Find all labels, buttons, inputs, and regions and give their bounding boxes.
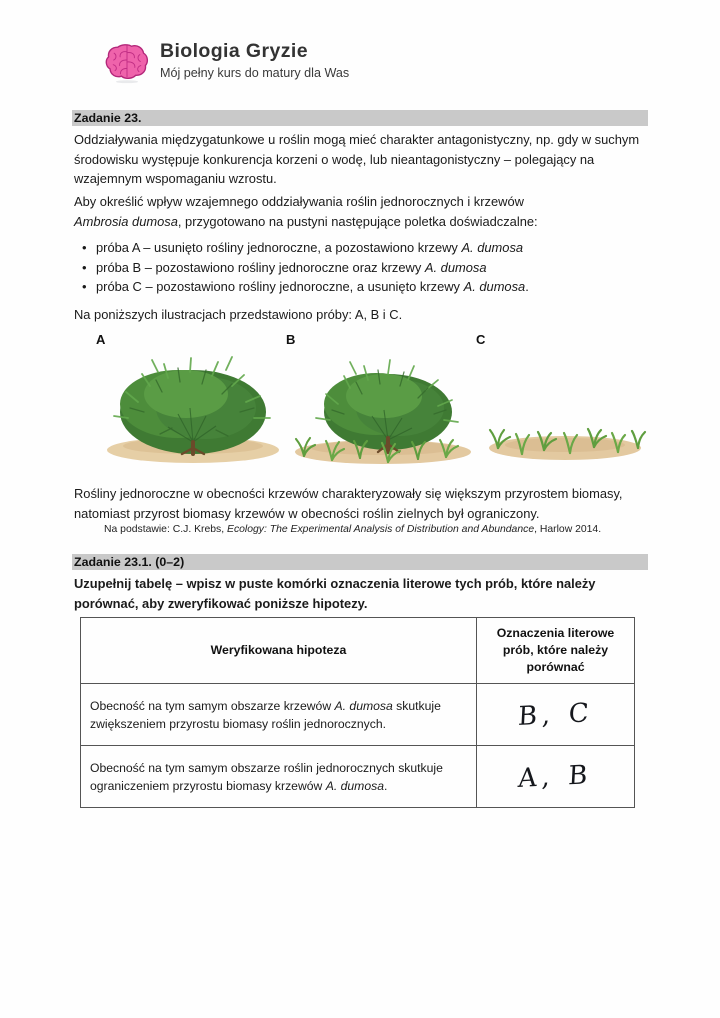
figure-a-illustration [98, 342, 288, 470]
source-prefix: Na podstawie: C.J. Krebs, [104, 524, 228, 535]
shrub-b [316, 360, 458, 452]
table-header-row [81, 618, 635, 684]
bullet-icon: • [82, 240, 87, 255]
bullet-icon: • [82, 259, 87, 275]
setup-line-1: Aby określić wpływ wzajemnego oddziaływania roślin jednorocznych i krzewów [74, 194, 524, 209]
figure-a-label: A [96, 332, 106, 347]
logo-shadow [116, 80, 138, 83]
bullet-icon: • [82, 279, 87, 295]
species-name: A. dumosa [424, 259, 487, 275]
task-intro-paragraph: Oddziaływania międzygatunkowe u roślin mogą mieć charakter antagonistyczny, np. gdy w suchym środowisku występuje konkurencja korzeni o wodę, lub nieantagonistyczny – polegający na wzajemnym wspomaganiu wzrostu. [74, 132, 640, 187]
brand-subtitle: Mój pełny kurs do matury dla Was [160, 66, 350, 81]
col-header-line-3: porównać [526, 660, 585, 674]
list-item-text: próba C – pozostawiono rośliny jednoroczne, a usunięto krzewy A. dumosa. [96, 279, 529, 295]
handwritten-answer-1: B, C [516, 697, 595, 732]
figure-a [96, 332, 286, 472]
column-header-hypothesis: Weryfikowana hipoteza [81, 618, 477, 684]
brand-text-block [160, 38, 349, 82]
figure-b-illustration [288, 342, 478, 470]
conclusion-paragraph: Rośliny jednoroczne w obecności krzewów charakteryzowały się większym przyrostem biomasy, natomiast przyrost biomasy krzewów w obecności roślin zielnych był ograniczony. [74, 486, 623, 521]
source-citation [104, 523, 650, 537]
brand-title: Biologia Gryzie [160, 40, 308, 62]
source-title: Ecology: The Experimental Analysis of Distribution and Abundance [227, 524, 535, 535]
species-name: A. dumosa [334, 698, 393, 713]
hypothesis-cell-1: Obecność na tym samym obszarze krzewów A. dumosa skutkuje zwiększeniem przyrostu biomasy roślin jednorocznych. [81, 684, 477, 746]
shrub-a [114, 357, 270, 454]
figure-c-label: C [476, 332, 486, 347]
illustration-intro: Na poniższych ilustracjach przedstawiono próby: A, B i C. [74, 307, 403, 322]
list-item [74, 277, 650, 297]
species-name: A. dumosa [325, 778, 384, 793]
col-header-line-1: Oznaczenia literowe [496, 626, 615, 640]
column-header-samples [477, 618, 635, 684]
task-header-bar: Zadanie 23. [72, 110, 648, 126]
setup-species: Ambrosia dumosa [74, 213, 178, 229]
task-setup-paragraph [74, 192, 650, 231]
col-header-line-2: prób, które należy [502, 643, 609, 657]
figure-c-illustration [478, 342, 652, 470]
subtask-instruction: Uzupełnij tabelę – wpisz w puste komórki oznaczenia literowe tych prób, które należy porównać, aby zweryfikować poniższe hipotezy. [74, 576, 596, 611]
table-row [81, 746, 635, 808]
hypothesis-cell-2: Obecność na tym samym obszarze roślin jednorocznych skutkuje ograniczeniem przyrostu biomasy krzewów A. dumosa. [81, 746, 477, 808]
figure-c [476, 332, 650, 472]
list-item [74, 238, 650, 258]
brand-header [104, 38, 349, 84]
answer-cell-1[interactable] [477, 684, 635, 746]
handwritten-answer-2: A, B [517, 759, 594, 794]
answer-table [80, 617, 635, 808]
brain-icon [104, 38, 150, 84]
species-name: A. dumosa [461, 240, 524, 255]
sample-list [74, 238, 650, 297]
figure-group [74, 332, 650, 472]
list-item [74, 258, 650, 278]
list-item-text: próba A – usunięto rośliny jednoroczne, a pozostawiono krzewy A. dumosa [96, 240, 524, 255]
figure-b [286, 332, 476, 472]
setup-line-2: , przygotowano na pustyni następujące poletka doświadczalne: [177, 213, 538, 229]
list-item-text: próba B – pozostawiono rośliny jednoroczne oraz krzewy A. dumosa [96, 259, 487, 275]
figure-b-label: B [286, 332, 296, 347]
table-row [81, 684, 635, 746]
species-name: A. dumosa [463, 279, 526, 295]
source-suffix: , Harlow 2014. [534, 524, 602, 535]
answer-cell-2[interactable] [477, 746, 635, 808]
subtask-header-bar: Zadanie 23.1. (0–2) [72, 554, 648, 570]
